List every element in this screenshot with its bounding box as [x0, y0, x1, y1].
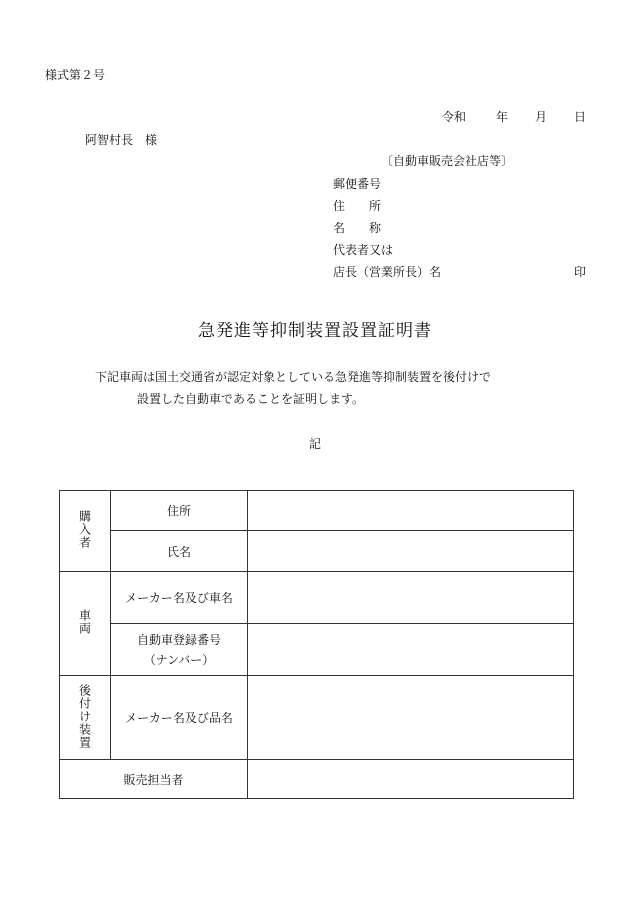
- device-group-label: 後付け装置: [77, 683, 92, 749]
- number-plate-label: （ナンバー）: [143, 652, 215, 667]
- purchaser-address-field[interactable]: [248, 491, 574, 531]
- table-row: [60, 572, 574, 624]
- purchaser-name-field[interactable]: [248, 531, 574, 572]
- table-row: [60, 531, 574, 572]
- vehicle-maker-model-field[interactable]: [248, 572, 574, 624]
- vehicle-group-label: 車両: [77, 609, 92, 635]
- sales-person-label: 販売担当者: [60, 760, 248, 799]
- table-row: [60, 760, 574, 799]
- certificate-table: [59, 490, 574, 799]
- registration-number-cell: [111, 624, 248, 676]
- body-text-line1: 下記車両は国土交通省が認定対象としている急発進等抑制装置を後付けで: [95, 370, 492, 384]
- purchaser-group-cell: [60, 491, 111, 572]
- ki-heading: 記: [308, 437, 321, 451]
- postal-code-label: 郵便番号: [333, 177, 382, 191]
- sales-person-field[interactable]: [248, 760, 574, 799]
- form-number: 様式第２号: [45, 68, 106, 82]
- date-day: 日: [574, 110, 587, 124]
- manager-name-label: 店長（営業所長）名: [333, 265, 442, 279]
- body-text-line2: 設置した自動車であることを証明します。: [137, 392, 365, 406]
- vehicle-maker-model-label: メーカー名及び車名: [111, 572, 248, 624]
- device-maker-product-label: メーカー名及び品名: [111, 676, 248, 760]
- company-name-label: 名 称: [333, 221, 382, 235]
- dealer-label: 〔自動車販売会社店等〕: [381, 154, 514, 168]
- date-month: 月: [535, 110, 548, 124]
- table-row: [60, 491, 574, 531]
- document-title: 急発進等抑制装置設置証明書: [198, 321, 432, 341]
- purchaser-address-label: 住所: [111, 491, 248, 531]
- table-row: [60, 676, 574, 760]
- registration-number-label: 自動車登録番号: [136, 632, 221, 647]
- representative-label: 代表者又は: [333, 243, 394, 257]
- address-label: 住 所: [333, 199, 382, 213]
- date-line: [442, 108, 586, 125]
- device-maker-product-field[interactable]: [248, 676, 574, 760]
- date-year: 年: [496, 110, 509, 124]
- addressee: 阿智村長 様: [85, 133, 158, 147]
- registration-number-field[interactable]: [248, 624, 574, 676]
- purchaser-name-label: 氏名: [111, 531, 248, 572]
- table-row: [60, 624, 574, 676]
- date-era: 令和: [442, 110, 467, 124]
- vehicle-group-cell: [60, 572, 111, 676]
- seal-mark: 印: [574, 265, 587, 279]
- device-group-cell: [60, 676, 111, 760]
- purchaser-group-label: 購入者: [77, 510, 92, 549]
